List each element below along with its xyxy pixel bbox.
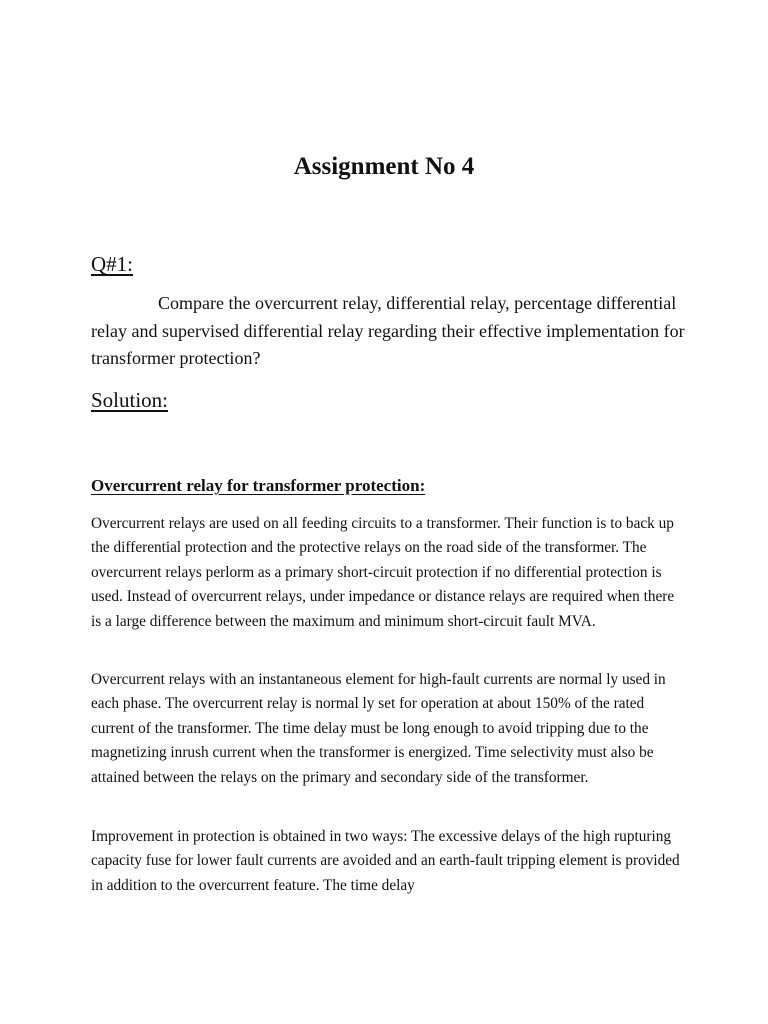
- paragraph-2: Overcurrent relays with an instantaneous element for high-fault currents are normal ly used in each phase. The overcurrent relay is normal ly set for operation at about 150% of the rated current of the transformer. The time delay must be long enough to avoid tripping due to the magnetizing inrush current when the transformer is energized. Time selectivity must also be attained between the relays on the primary and secondary side of the transformer.: [91, 671, 666, 786]
- document-title: Assignment No 4: [293, 153, 475, 180]
- paragraph-1: Overcurrent relays are used on all feeding circuits to a transformer. Their function is to back up the differential protection and the protective relays on the road side of the transformer. The overcurrent relays perlorm as a primary short-circuit protection if no differential protection is used. Instead of overcurrent relays, under impedance or distance relays are required when there is a large difference between the maximum and minimum short-circuit fault MVA.: [91, 515, 675, 630]
- section-heading: Overcurrent relay for transformer protection:: [91, 476, 426, 495]
- question-label: Q#1:: [91, 252, 133, 276]
- question-text: Compare the overcurrent relay, differential relay, percentage differential relay and supervised differential relay regarding their effective implementation for transformer protection?: [91, 293, 685, 368]
- solution-label: Solution:: [91, 388, 169, 412]
- paragraph-3: Improvement in protection is obtained in two ways: The excessive delays of the high rupturing capacity fuse for lower fault currents are avoided and an earth-fault tripping element is provided in addition to the overcurrent feature. The time delay: [91, 828, 680, 894]
